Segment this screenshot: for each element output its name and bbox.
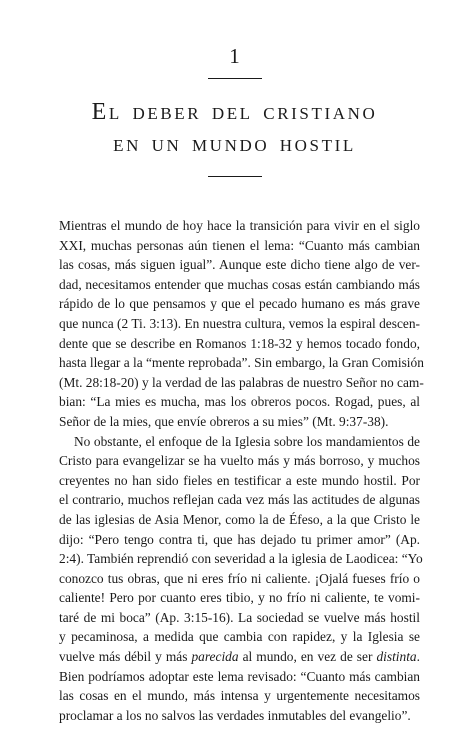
text-line: bian: “La mies es mucha, mas los obreros pocos. Rogad, pues, al bbox=[59, 394, 420, 410]
text-line: que nunca (2 Ti. 3:13). En nuestra cultura, vemos la espiral descen- bbox=[59, 315, 420, 331]
text-run: vuelve más débil y más bbox=[59, 649, 192, 665]
chapter-title-line-1: El deber del cristiano bbox=[91, 99, 378, 125]
text-run: al mundo, en vez de ser bbox=[238, 649, 377, 665]
text-line: dente que se describe en Romanos 1:18-32 y hemos tocado fondo, bbox=[59, 335, 420, 351]
text-line: (Mt. 28:18-20) y la verdad de las palabras de nuestro Señor no cam- bbox=[59, 374, 424, 390]
text-line: las cosas, más siguen igual”. Aunque este dicho tiene algo de ver- bbox=[59, 257, 420, 273]
paragraph-2 bbox=[59, 432, 423, 726]
text-line bbox=[59, 647, 420, 667]
chapter-title-line-2: en un mundo hostil bbox=[113, 131, 356, 157]
text-line: dijo: “Pero tengo contra ti, que has dejado tu primer amor” (Ap. bbox=[59, 531, 420, 547]
paragraph-1 bbox=[59, 216, 424, 432]
text-line: rápido de lo que pensamos y que el pecado humano es más grave bbox=[59, 296, 420, 312]
text-line: taré de mi boca” (Ap. 3:15-16). La sociedad se vuelve más hostil bbox=[59, 609, 420, 625]
text-line: XXI, muchas personas aún tienen el lema: “Cuanto más cambian bbox=[59, 237, 420, 253]
text-run: . bbox=[416, 649, 420, 665]
text-line: las cosas en el mundo, más intensa y urgentemente necesitamos bbox=[59, 688, 420, 704]
text-line: caliente! Pero por cuanto eres tibio, y no frío ni caliente, te vomi- bbox=[59, 590, 420, 606]
text-line: conozco tus obras, que ni eres frío ni caliente. ¡Ojalá fueses frío o bbox=[59, 570, 420, 586]
text-line: de las iglesias de Asia Menor, como la de Éfeso, a la que Cristo le bbox=[59, 511, 420, 527]
text-line: Señor de la mies, que envíe obreros a su mies” (Mt. 9:37-38). bbox=[59, 413, 389, 429]
emphasis-parecida: parecida bbox=[191, 649, 239, 665]
text-line: No obstante, el enfoque de la Iglesia sobre los mandamientos de bbox=[74, 433, 420, 449]
text-line: 2:4). También reprendió con severidad a la iglesia de Laodicea: “Yo bbox=[59, 551, 423, 567]
text-line: Mientras el mundo de hoy hace la transición para vivir en el siglo bbox=[59, 218, 420, 233]
text-line: Cristo para evangelizar se ha vuelto más y más borroso, y muchos bbox=[59, 453, 420, 469]
chapter-number: 1 bbox=[229, 44, 240, 68]
emphasis-distinta: distinta bbox=[376, 649, 417, 665]
text-line: proclamar a los no salvos las verdades inmutables del evangelio”. bbox=[59, 707, 411, 723]
top-divider bbox=[208, 78, 262, 79]
text-line: y pecaminosa, a medida que cambia con rapidez, y la Iglesia se bbox=[59, 629, 420, 645]
body-text bbox=[59, 216, 424, 725]
text-line: dad, necesitamos entender que muchas cosas están cambiando más bbox=[59, 276, 420, 292]
text-line: el contrario, muchos reflejan cada vez más las actitudes de algunas bbox=[59, 492, 420, 508]
text-line: Bien podríamos adoptar este lema revisado: “Cuanto más cambian bbox=[59, 668, 420, 684]
bottom-divider bbox=[208, 176, 262, 177]
text-line: hasta llegar a la “mente reprobada”. Sin embargo, la Gran Comisión bbox=[59, 355, 424, 371]
chapter-title bbox=[0, 96, 469, 160]
text-line: creyentes no han sido fieles en testificar a este mundo hostil. Por bbox=[59, 472, 420, 488]
